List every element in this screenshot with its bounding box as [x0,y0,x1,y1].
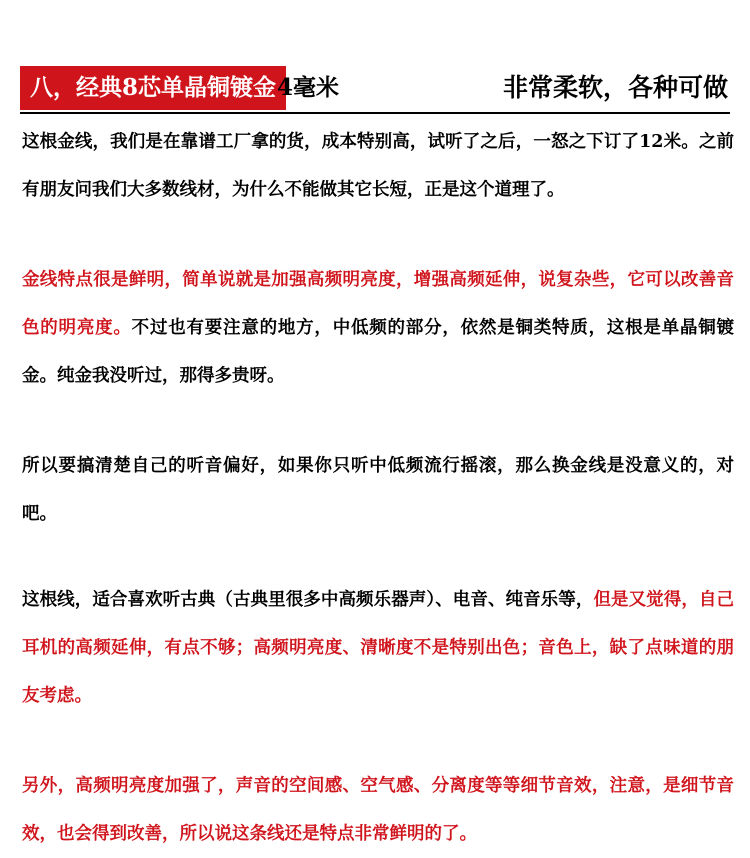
paragraph-preference: 所以要搞清楚自己的听音偏好，如果你只听中低频流行摇滚，那么换金线是没意义的，对吧。 [22,456,734,524]
section-header [0,0,750,115]
highlight-text: 金线特点很是鲜明，简单说就是加强高频明亮度，增强高频延伸，说复杂些，它可以改善音色的明亮度。 [22,270,734,338]
paragraph-suitability [22,576,734,720]
tagline: 非常柔软，各种可做 [502,73,728,102]
paragraph-features [22,256,734,400]
body-text: 这根线，适合喜欢听古典（古典里很多中高频乐器声）、电音、纯音乐等， [22,590,594,610]
section-title-badge: 八，经典8芯单晶铜镀金 [20,66,286,110]
paragraph-intro: 这根金线，我们是在靠谱工厂拿的货，成本特别高，试听了之后，一怒之下订了12米。之前有朋友问我们大多数线材，为什么不能做其它长短，正是这个道理了。 [22,132,734,200]
header-divider [20,112,730,114]
body-text: 不过也有要注意的地方，中低频的部分，依然是铜类特质，这根是单晶铜镀金。纯金我没听过，那得多贵呀。 [22,318,735,386]
cable-spec: 4毫米 [277,74,340,101]
paragraph-additional: 另外，高频明亮度加强了，声音的空间感、空气感、分离度等等细节音效，注意，是细节音效，也会得到改善，所以说这条线还是特点非常鲜明的了。 [22,776,734,844]
article-body [22,118,734,858]
highlight-text: 但是又觉得，自己耳机的高频延伸，有点不够；高频明亮度、清晰度不是特别出色；音色上，缺了点味道的朋友考虑。 [22,590,735,706]
